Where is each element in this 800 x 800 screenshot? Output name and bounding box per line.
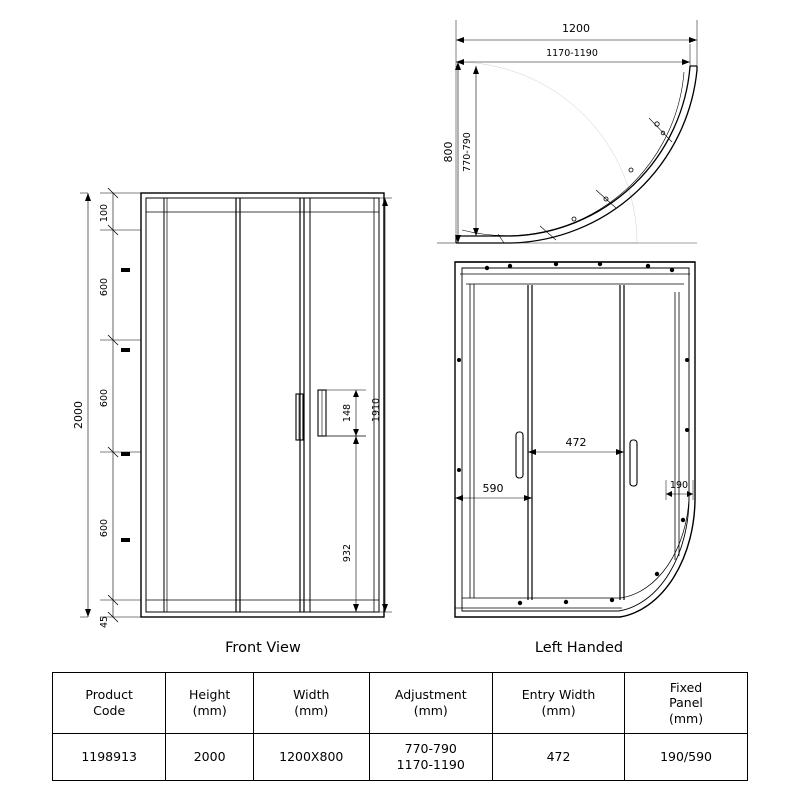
cell-width: 1200X800: [253, 734, 369, 781]
header-fixed-panel-line2: Panel: [669, 695, 703, 711]
plan-dim-depth-overall: 800: [442, 141, 455, 163]
spec-table-data-row: [53, 734, 748, 781]
cell-adjustment-line2: 1170-1190: [396, 757, 465, 772]
header-width-line1: Width: [293, 687, 330, 703]
front-dim-seg-top: 100: [99, 203, 110, 223]
front-dim-seg-600-b: 600: [99, 388, 110, 408]
plan-dim-width-adjust: 1170-1190: [546, 48, 598, 59]
lh-dim-fixed-panel-left: 590: [482, 482, 504, 495]
lh-dim-entry-width: 472: [565, 436, 587, 449]
cell-fixed-panel: 190/590: [625, 734, 748, 781]
spec-table-header-row: [53, 673, 748, 734]
header-height: [166, 673, 254, 734]
header-product-code: [53, 673, 166, 734]
header-entry-width: [493, 673, 625, 734]
lh-handle-right: [630, 440, 637, 486]
header-adjustment-line2: (mm): [413, 703, 448, 718]
left-handed-view-group: [455, 262, 695, 656]
header-entry-width-line1: Entry Width: [521, 687, 596, 703]
front-dim-seg-bottom: 45: [99, 615, 110, 629]
lh-dim-fixed-panel-right: 190: [669, 480, 689, 491]
plan-dim-width-overall: 1200: [562, 22, 590, 35]
front-dim-1910: 1910: [371, 397, 382, 423]
front-view-label: Front View: [225, 640, 301, 656]
front-dim-seg-600-c: 600: [99, 518, 110, 538]
header-height-line1: Height: [188, 687, 231, 703]
cell-height: 2000: [166, 734, 254, 781]
header-fixed-panel: [625, 673, 748, 734]
spec-table: [52, 672, 748, 781]
front-dim-seg-600-a: 600: [99, 277, 110, 297]
header-adjustment: [369, 673, 493, 734]
plan-view-group: [437, 20, 697, 243]
cell-entry-width: 472: [493, 734, 625, 781]
header-product-code-line2: Code: [93, 703, 126, 718]
front-dim-handle-height: 148: [342, 403, 353, 423]
cell-adjustment: [369, 734, 493, 781]
header-height-line2: (mm): [192, 703, 227, 718]
front-dim-total-height: 2000: [72, 401, 85, 429]
cell-product-code: 1198913: [53, 734, 166, 781]
header-fixed-panel-line1: Fixed: [669, 679, 703, 695]
cell-adjustment-line1: 770-790: [404, 741, 457, 757]
header-adjustment-line1: Adjustment: [394, 687, 467, 703]
left-handed-view-label: Left Handed: [534, 640, 624, 656]
header-width: [253, 673, 369, 734]
lh-handle-left: [516, 432, 523, 478]
front-dim-932: 932: [342, 543, 353, 563]
header-fixed-panel-line3: (mm): [668, 710, 704, 726]
header-entry-width-line2: (mm): [541, 703, 576, 718]
plan-dim-depth-adjust: 770-790: [462, 132, 473, 172]
header-product-code-line1: Product: [85, 687, 133, 703]
front-view-handle-right: [318, 390, 326, 436]
header-width-line2: (mm): [294, 703, 329, 718]
front-view-group: [72, 188, 392, 656]
